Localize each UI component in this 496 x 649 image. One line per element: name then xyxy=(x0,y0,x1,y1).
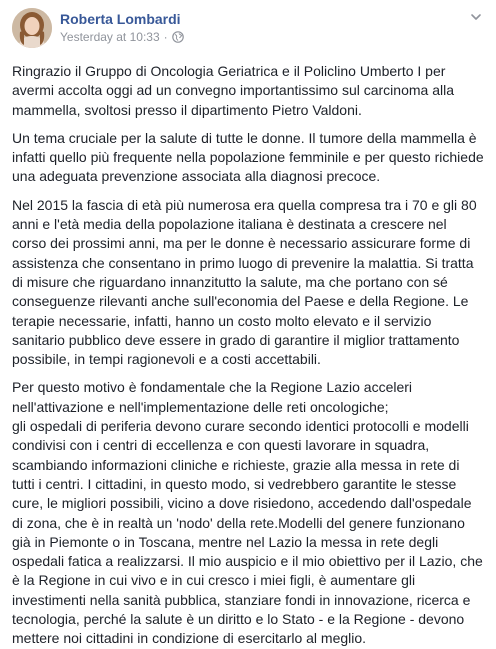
globe-icon[interactable] xyxy=(172,31,184,43)
post-paragraph: Per questo motivo è fondamentale che la Regione Lazio acceleri nell'attivazione e nell'implementazione delle reti oncologiche; gli ospedali di periferia devono curare secondo identici protocolli e modelli condivisi con i centri di eccellenza e con questi lavorare in squadra, scambiando informazioni cliniche e richieste, grazie alla messa in rete di tutti i centri. I cittadini, in questo modo, si vedrebbero garantite le stesse cure, le migliori possibili, vicino a dove risiedono, accedendo dall'ospedale di zona, che è in realtà un 'nodo' della rete.Modelli del genere funzionano già in Piemonte o in Toscana, mentre nel Lazio la messa in rete degli ospedali fatica a realizzarsi. Il mio auspicio e il mio obiettivo per il Lazio, che è la Regione in cui vivo e in cui cresco i miei figli, è aumentare gli investimenti nella sanità pubblica, stanziare fondi in innovazione, ricerca e tecnologia, perché la salute è un diritto e lo Stato - e la Regione - devono mettere noi cittadini in condizione di esercitarlo al meglio. xyxy=(12,379,483,647)
post-paragraph: Ringrazio il Gruppo di Oncologia Geriatrica e il Policlino Umberto I per avermi accolta oggi ad un convegno importantissimo sul carcinoma alla mammella, svoltosi presso il dipartimento Pietro Valdoni. xyxy=(12,63,454,118)
avatar[interactable] xyxy=(12,8,52,48)
post-header xyxy=(12,8,484,58)
post-body xyxy=(12,62,484,649)
author-name[interactable]: Roberta Lombardi xyxy=(60,11,181,27)
post-timestamp[interactable]: Yesterday at 10:33 xyxy=(60,30,160,44)
post-meta xyxy=(60,8,484,45)
meta-separator: · xyxy=(163,30,168,44)
post-paragraph: Nel 2015 la fascia di età più numerosa era quella compresa tra i 70 e gli 80 anni e l'età media della popolazione italiana è destinata a crescere nel corso dei prossimi anni, ma per le donne è necessario assicurare forme di assistenza che consentano in primo luogo di prevenire la malattia. Si tratta di misure che riguardano innanzitutto la salute, ma che portano con sé conseguenze rilevanti anche sull'economia del Paese e della Regione. Le terapie necessarie, infatti, hanno un costo molto elevato e il servizio sanitario pubblico deve essere in grado di garantire il miglior trattamento possibile, in tempi ragionevoli e a costi accettabili. xyxy=(12,196,477,368)
post-paragraph: Un tema cruciale per la salute di tutte le donne. Il tumore della mammella è infatti quello più frequente nella popolazione femminile e per questo richiede una adeguata prevenzione associata alla diagnosi precoce. xyxy=(12,129,484,185)
chevron-down-icon[interactable] xyxy=(470,10,482,22)
post-timeline xyxy=(60,29,484,45)
